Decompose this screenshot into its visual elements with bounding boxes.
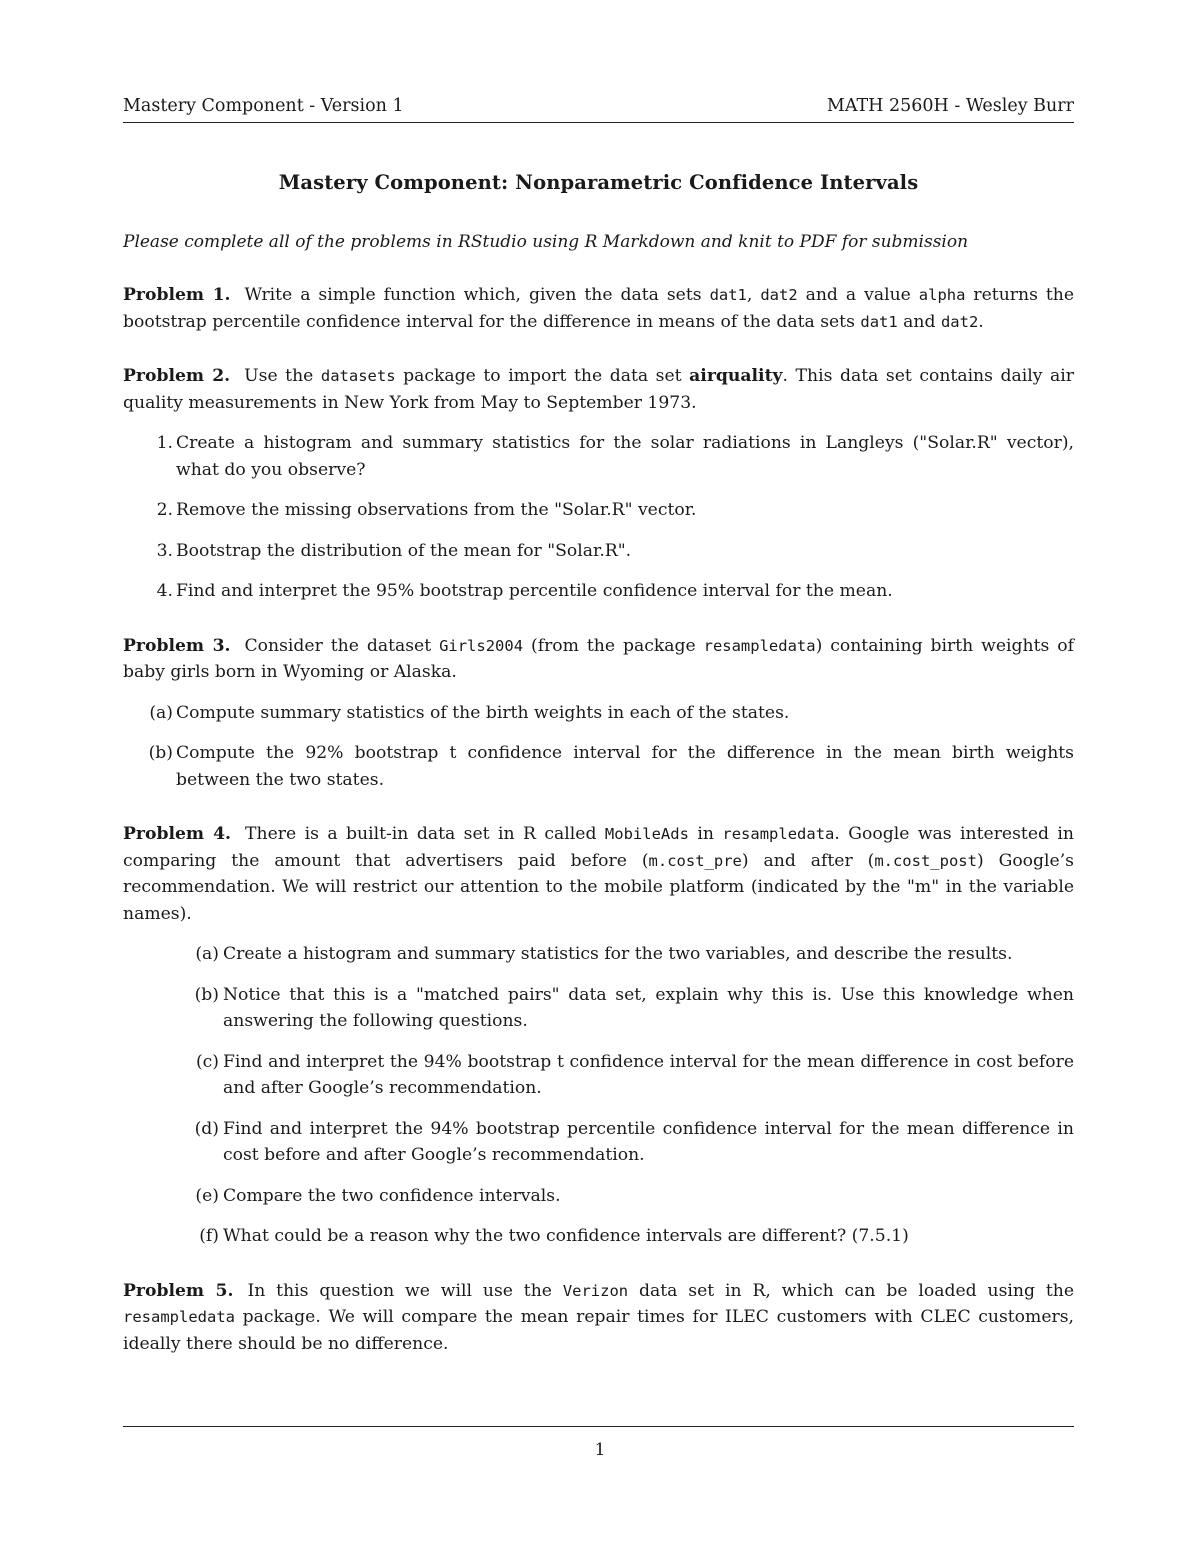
- problem-3-list: [123, 700, 1074, 794]
- list-item: (e) Compare the two confidence intervals.: [195, 1185, 561, 1206]
- list-item: (b) Compute the 92% bootstrap t confidence interval for the difference in the mean birth weights between the two states.: [148, 743, 1074, 790]
- list-item: 3. Bootstrap the distribution of the mean for "Solar.R".: [156, 540, 632, 561]
- list-item: 4. Find and interpret the 95% bootstrap percentile confidence interval for the mean.: [156, 581, 893, 601]
- list-item: (f) What could be a reason why the two confidence intervals are different? (7.5.1): [199, 1226, 909, 1246]
- header-right: MATH 2560H - Wesley Burr: [826, 96, 1074, 116]
- problem-2: Problem 2. Use the datasets package to import the data set airquality. This data set contains daily air quality measurements in New York from May to September 1973. 1. Create a histogram and summary statistics for the solar radiations in Langleys ("Solar.R" vector), what do you observe? 2. Remove the missing observations from the "Solar.R" vector. 3. Bootstrap the distribution of the mean for "Solar.R". 4. Find and interpret the 95% bootstrap percentile confidence interval for the mean.: [123, 363, 1074, 605]
- problem-2-list: [123, 430, 1074, 605]
- list-item: (d) Find and interpret the 94% bootstrap percentile confidence interval for the mean difference in cost before and after Google’s recommendation.: [194, 1118, 1074, 1165]
- problem-label: Problem 4.: [123, 824, 232, 844]
- problem-label: Problem 3.: [123, 635, 231, 656]
- list-item: (a) Compute summary statistics of the birth weights in each of the states.: [149, 702, 790, 723]
- list-item: (a) Create a histogram and summary statistics for the two variables, and describe the results.: [195, 944, 1013, 964]
- instructions: Please complete all of the problems in RStudio using R Markdown and knit to PDF for submission: [123, 232, 969, 252]
- list-item: 1. Create a histogram and summary statistics for the solar radiations in Langleys ("Solar.R" vector), what do you observe?: [156, 433, 1074, 480]
- page-number: 1: [594, 1440, 606, 1460]
- problem-label: Problem 2.: [123, 366, 231, 386]
- document-title: Mastery Component: Nonparametric Confidence Intervals: [278, 171, 919, 194]
- problem-1: Problem 1. Write a simple function which, given the data sets dat1, dat2 and a value alpha returns the bootstrap percentile confidence interval for the difference in means of the data sets dat1 and dat2.: [123, 285, 1074, 332]
- problem-label: Problem 5.: [123, 1280, 234, 1301]
- list-item: 2. Remove the missing observations from the "Solar.R" vector.: [156, 500, 697, 520]
- problem-5: Problem 5. In this question we will use the Verizon data set in R, which can be loaded using the resampledata package. We will compare the mean repair times for ILEC customers with CLEC customers, ideally there should be no difference.: [123, 1280, 1074, 1354]
- problem-4: Problem 4. There is a built-in data set in R called MobileAds in resampledata. Google was interested in comparing the amount that advertisers paid before (m.cost_pre) and after (m.cost_post) Google’s recommendation. We will restrict our attention to the mobile platform (indicated by the "m" in the variable names). (a) Create a histogram and summary statistics for the two variables, and describe the results. (b) Notice that this is a "matched pairs" data set, explain why this is. Use this knowledge when answering the following questions. (c) Find and interpret the 94% bootstrap t confidence interval for the mean difference in cost before and after Google’s recommendation. (d) Find and interpret the 94% bootstrap percentile confidence interval for the mean difference in cost before and after Google’s recommendation. (e) Compare the two confidence intervals. (f) What could be a reason why the two confidence intervals are different? (7.5.1): [123, 821, 1074, 1250]
- footer-rule: [123, 1426, 1074, 1427]
- problem-3: Problem 3. Consider the dataset Girls2004 (from the package resampledata) containing birth weights of baby girls born in Wyoming or Alaska. (a) Compute summary statistics of the birth weights in each of the states. (b) Compute the 92% bootstrap t confidence interval for the difference in the mean birth weights between the two states.: [123, 633, 1074, 794]
- problem-label: Problem 1.: [123, 285, 231, 305]
- list-item: (b) Notice that this is a "matched pairs" data set, explain why this is. Use this knowledge when answering the following questions.: [194, 984, 1074, 1031]
- document-page: [123, 96, 1074, 1357]
- problem-4-list: [123, 941, 1074, 1250]
- list-item: (c) Find and interpret the 94% bootstrap t confidence interval for the mean difference in cost before and after Google’s recommendation.: [195, 1051, 1074, 1098]
- running-header: [123, 96, 1074, 123]
- header-left: Mastery Component - Version 1: [123, 96, 404, 116]
